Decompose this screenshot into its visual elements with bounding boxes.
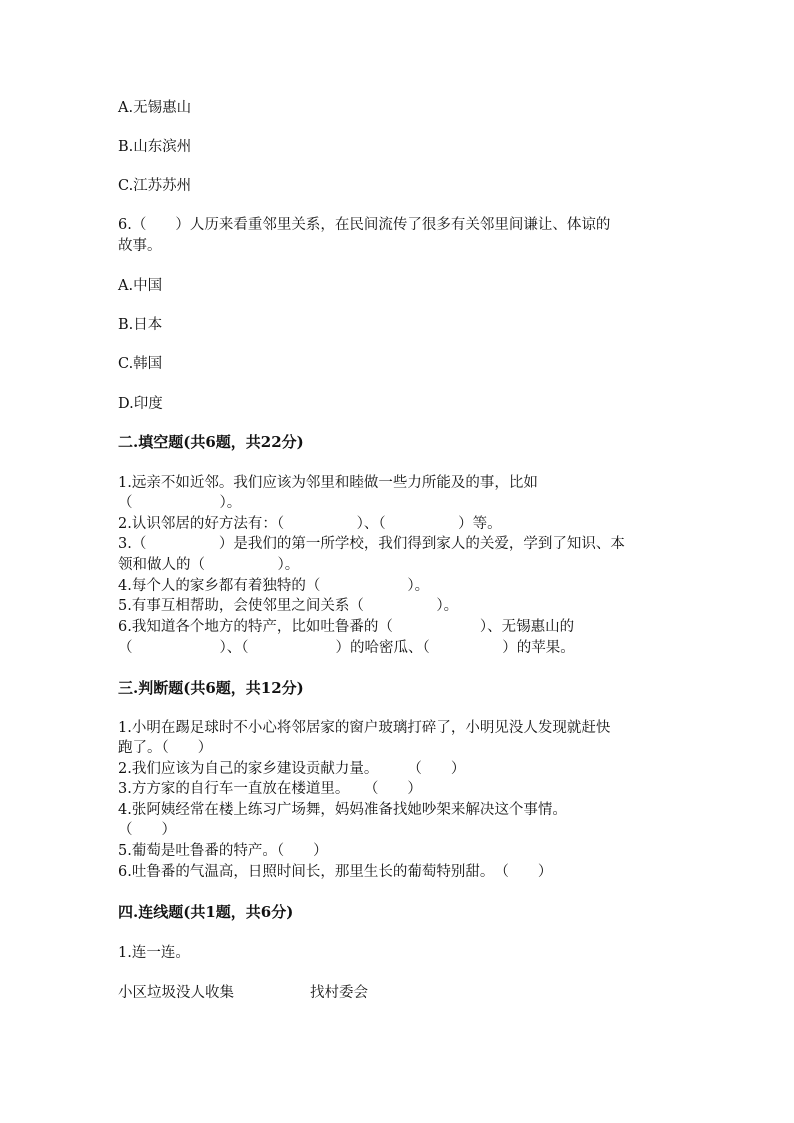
judge-q2: 2.我们应该为自己的家乡建设贡献力量。 （ ） <box>118 761 466 777</box>
judge-q5: 5.葡萄是吐鲁番的特产。（ ） <box>118 843 328 859</box>
fill-q5: 5.有事互相帮助，会使邻里之间关系（ ）。 <box>118 598 459 614</box>
section2-heading: 二.填空题(共6题，共22分) <box>118 433 304 451</box>
q6-option-d: D.印度 <box>118 396 163 412</box>
fill-q3-line2: 领和做人的（ ）。 <box>118 557 300 573</box>
judge-q4-line2: （ ） <box>118 822 176 838</box>
fill-q3-line1: 3.（ ）是我们的第一所学校，我们得到家人的关爱，学到了知识、本 <box>118 536 625 552</box>
fill-q1-line2: （ ）。 <box>118 495 242 511</box>
judge-q3: 3.方方家的自行车一直放在楼道里。 （ ） <box>118 781 422 797</box>
judge-q1-line2: 跑了。（ ） <box>118 740 213 756</box>
judge-q4-line1: 4.张阿姨经常在楼上练习广场舞，妈妈准备找她吵架来解决这个事情。 <box>118 802 567 818</box>
q6-option-b: B.日本 <box>118 317 163 333</box>
section3-heading: 三.判断题(共6题，共12分) <box>118 679 304 697</box>
match-right-item: 找村委会 <box>310 985 368 1001</box>
fill-q1-line1: 1.远亲不如近邻。我们应该为邻里和睦做一些力所能及的事，比如 <box>118 475 538 491</box>
q6-text-line1: 6.（ ）人历来看重邻里关系，在民间流传了很多有关邻里间谦让、体谅的 <box>118 217 611 233</box>
q6-option-a: A.中国 <box>118 278 163 294</box>
fill-q4: 4.每个人的家乡都有着独特的（ ）。 <box>118 578 430 594</box>
fill-q6-line2: （ ）、（ ）的哈密瓜、（ ）的苹果。 <box>118 640 575 656</box>
fill-q6-line1: 6.我知道各个地方的特产，比如吐鲁番的（ ）、无锡惠山的 <box>118 619 575 635</box>
judge-q1-line1: 1.小明在踢足球时不小心将邻居家的窗户玻璃打碎了，小明见没人发现就赶快 <box>118 720 611 736</box>
q5-option-a: A.无锡惠山 <box>118 100 192 116</box>
q5-option-c: C.江苏苏州 <box>118 178 192 194</box>
match-left-item: 小区垃圾没人收集 <box>118 985 234 1001</box>
q6-text-line2: 故事。 <box>118 238 162 254</box>
q5-option-b: B.山东滨州 <box>118 139 192 155</box>
fill-q2: 2.认识邻居的好方法有：（ ）、（ ）等。 <box>118 516 502 532</box>
section4-heading: 四.连线题(共1题，共6分) <box>118 903 294 921</box>
match-q1: 1.连一连。 <box>118 945 190 961</box>
exam-page <box>118 0 678 1123</box>
judge-q6: 6.吐鲁番的气温高，日照时间长，那里生长的葡萄特别甜。 （ ） <box>118 864 553 880</box>
q6-option-c: C.韩国 <box>118 356 163 372</box>
